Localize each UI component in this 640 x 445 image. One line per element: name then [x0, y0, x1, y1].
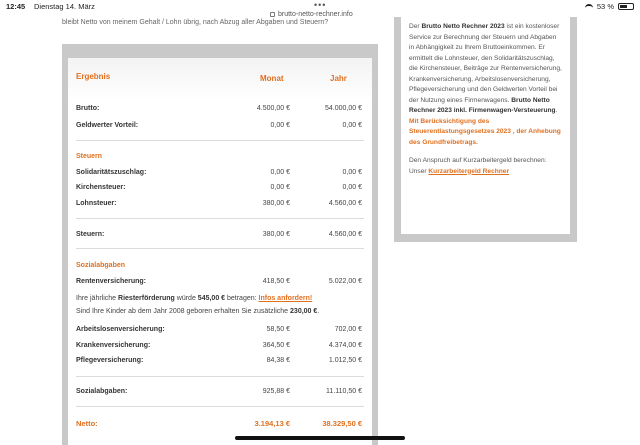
sidebar-kurzarbeit [409, 156, 562, 177]
wifi-icon [585, 4, 593, 10]
intro-text: bleibt Netto von meinem Gehalt / Lohn übrig, nach Abzug aller Abgaben und Steuern? [62, 19, 329, 26]
row-jahr: 1.012,50 € [328, 357, 362, 364]
kinder-amount: 230,00 € [290, 308, 318, 315]
status-date: Dienstag 14. März [34, 2, 95, 11]
sidebar-bold: Brutto Netto Rechner 2023 [421, 23, 505, 30]
row-monat: 380,00 € [262, 200, 290, 207]
sidebar-text: Der [409, 23, 422, 30]
arbeitslos-row [68, 326, 372, 338]
riester-text: betragen: [225, 295, 259, 302]
row-monat: 925,88 € [262, 388, 290, 395]
row-label: Geldwerter Vorteil: [76, 122, 139, 129]
row-jahr: 0,00 € [342, 184, 362, 191]
brutto-row [68, 105, 372, 117]
row-label: Sozialabgaben: [76, 388, 128, 395]
steuern-sum-row [68, 231, 372, 243]
row-jahr: 0,00 € [342, 122, 362, 129]
more-dots-icon[interactable]: ••• [314, 0, 327, 10]
riester-text: würde [174, 295, 198, 302]
sidebar-text: . [555, 107, 558, 114]
battery-percent: 53 % [596, 2, 614, 11]
row-jahr: 11.110,50 € [326, 388, 362, 395]
row-jahr: 0,00 € [342, 169, 362, 176]
riester-label: Riesterförderung [118, 295, 175, 302]
status-time: 12:45 [6, 2, 26, 11]
row-label: Brutto: [76, 105, 100, 112]
riester-text: Ihre jährliche [76, 295, 119, 302]
divider [76, 218, 364, 219]
kinder-text: . [317, 308, 320, 315]
monat-heading: Monat [260, 74, 284, 83]
row-monat: 0,00 € [270, 122, 290, 129]
divider [76, 140, 364, 141]
riester-info [76, 295, 312, 302]
kranken-row [68, 342, 372, 354]
url-text: brutto-netto-rechner.info [278, 11, 353, 18]
sozial-sum-row [68, 388, 372, 400]
row-monat: 364,50 € [262, 342, 290, 349]
row-jahr: 4.560,00 € [328, 231, 362, 238]
pflege-row [68, 357, 372, 369]
row-label: Kirchensteuer: [76, 184, 126, 191]
row-monat: 0,00 € [270, 169, 290, 176]
divider [76, 376, 364, 377]
sidebar-text: Den Anspruch auf Kurzarbeitergeld berechnen: Unser [409, 157, 547, 175]
row-label: Lohnsteuer: [76, 200, 117, 207]
netto-row [68, 419, 372, 431]
divider [76, 248, 364, 249]
row-label: Solidaritätszuschlag: [76, 169, 147, 176]
ergebnis-heading: Ergebnis [76, 72, 111, 81]
row-label: Krankenversicherung: [76, 342, 151, 349]
battery-icon [618, 3, 634, 10]
status-bar [0, 0, 640, 18]
result-panel [68, 58, 372, 445]
kirche-row [68, 184, 372, 196]
riester-amount: 545,00 € [197, 295, 226, 302]
row-jahr: 54.000,00 € [325, 105, 362, 112]
sidebar-info-box [401, 17, 570, 234]
row-monat: 3.194,13 € [254, 419, 290, 428]
row-jahr: 702,00 € [334, 326, 362, 333]
kurzarbeitergeld-rechner-link[interactable]: Kurzarbeitergeld Rechner [428, 167, 510, 175]
status-right [585, 2, 634, 11]
row-jahr: 38.329,50 € [322, 419, 362, 428]
sidebar-text: ist ein kostenloser Service zur Berechnung der Steuern und Abgaben in Abhängigkeit zu Ihrem Bruttoeinkommen. Er ermittelt die Lohnsteuer, den Solidaritätszuschlag, die Kirchensteuer, Beiträge zur Rentenversicherung, Krankenversicherung, Arbeitslosenversicherung, Pflegeversicherung und den Geldwerten Vorteil bei der Nutzung eines Firmenwagens. [409, 23, 562, 104]
rente-row [68, 278, 372, 290]
steuern-section-title: Steuern [76, 153, 103, 160]
row-label: Arbeitslosenversicherung: [76, 326, 165, 333]
row-label: Steuern: [76, 231, 105, 238]
kinder-info [76, 308, 319, 315]
row-monat: 380,00 € [262, 231, 290, 238]
home-indicator[interactable] [235, 436, 405, 440]
row-monat: 418,50 € [262, 278, 290, 285]
divider [76, 406, 364, 407]
kinder-text: Sind Ihre Kinder ab dem Jahr 2008 geboren erhalten Sie zusätzliche [76, 308, 291, 315]
row-label: Netto: [76, 419, 98, 428]
lohnsteuer-row [68, 200, 372, 212]
jahr-heading: Jahr [330, 74, 347, 83]
row-jahr: 5.022,00 € [328, 278, 362, 285]
sidebar-highlight: Mit Berücksichtigung des Steuerentlastungsgesetzes 2023 , der Anhebung des Grundfreibetrags. [409, 117, 561, 146]
row-monat: 4.500,00 € [256, 105, 290, 112]
lock-icon [270, 12, 275, 17]
result-header-bg [68, 58, 372, 102]
row-jahr: 4.374,00 € [328, 342, 362, 349]
infos-anfordern-link[interactable]: Infos anfordern! [258, 295, 313, 302]
geldwerter-row [68, 122, 372, 134]
sozial-section-title: Sozialabgaben [76, 262, 126, 269]
row-monat: 58,50 € [266, 326, 290, 333]
row-label: Pflegeversicherung: [76, 357, 144, 364]
sidebar-bold: Brutto Netto Rechner 2023 inkl. Firmenwagen-Versteuerung [409, 96, 556, 114]
row-jahr: 4.560,00 € [328, 200, 362, 207]
row-monat: 0,00 € [270, 184, 290, 191]
row-label: Rentenversicherung: [76, 278, 147, 285]
address-bar[interactable] [270, 11, 353, 18]
soli-row [68, 169, 372, 181]
sidebar-description [409, 22, 562, 148]
row-monat: 84,38 € [266, 357, 290, 364]
